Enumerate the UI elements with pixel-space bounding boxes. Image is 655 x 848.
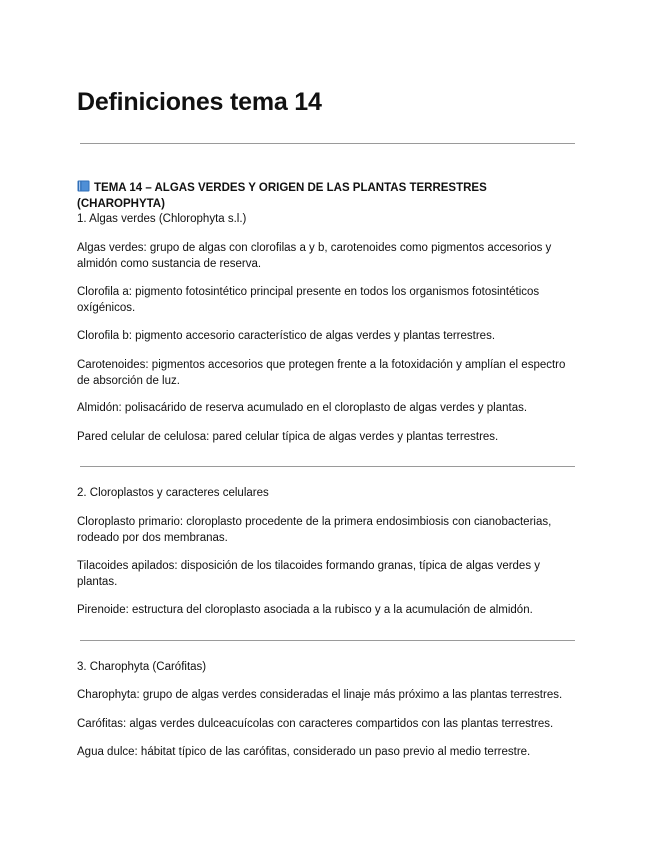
divider [80, 640, 575, 641]
divider [80, 466, 575, 467]
section-3-heading: 3. Charophyta (Carófitas) [77, 661, 207, 673]
divider [80, 143, 575, 144]
definition-charophyta: Charophyta: grupo de algas verdes consideradas el linaje más próximo a las plantas terrestres. [77, 689, 563, 701]
definition-carofitas: Carófitas: algas verdes dulceacuícolas con caracteres compartidos con las plantas terrestres. [77, 718, 554, 730]
definition-agua-dulce: Agua dulce: hábitat típico de las carófitas, considerado un paso previo al medio terrestre. [77, 746, 531, 758]
page-title: Definiciones tema 14 [77, 88, 322, 116]
definition-clorofila-a: Clorofila a: pigmento fotosintético principal presente en todos los organismos fotosintéticos oxígénicos. [77, 286, 540, 314]
definition-tilacoides-apilados: Tilacoides apilados: disposición de los tilacoides formando granas, típica de algas verdes y plantas. [77, 560, 541, 588]
topic-heading-text: TEMA 14 – ALGAS VERDES Y ORIGEN DE LAS PLANTAS TERRESTRES (CHAROPHYTA) [77, 182, 487, 210]
definition-clorofila-b: Clorofila b: pigmento accesorio característico de algas verdes y plantas terrestres. [77, 330, 496, 342]
definition-algas-verdes: Algas verdes: grupo de algas con clorofilas a y b, carotenoides como pigmentos accesorios y almidón como sustancia de reserva. [77, 242, 552, 270]
definition-pared-celular: Pared celular de celulosa: pared celular típica de algas verdes y plantas terrestres. [77, 431, 499, 443]
definition-almidon: Almidón: polisacárido de reserva acumulado en el cloroplasto de algas verdes y plantas. [77, 402, 528, 414]
definition-pirenoide: Pirenoide: estructura del cloroplasto asociada a la rubisco y a la acumulación de almidón. [77, 604, 533, 616]
section-1-heading: 1. Algas verdes (Chlorophyta s.l.) [77, 213, 247, 225]
definition-cloroplasto-primario: Cloroplasto primario: cloroplasto procedente de la primera endosimbiosis con cianobacterias, rodeado por dos membranas. [77, 516, 552, 544]
topic-heading [77, 180, 577, 212]
section-2-heading: 2. Cloroplastos y caracteres celulares [77, 487, 269, 499]
blue-book-icon [77, 180, 90, 192]
definition-carotenoides: Carotenoides: pigmentos accesorios que protegen frente a la fotoxidación y amplían el espectro de absorción de luz. [77, 359, 566, 387]
